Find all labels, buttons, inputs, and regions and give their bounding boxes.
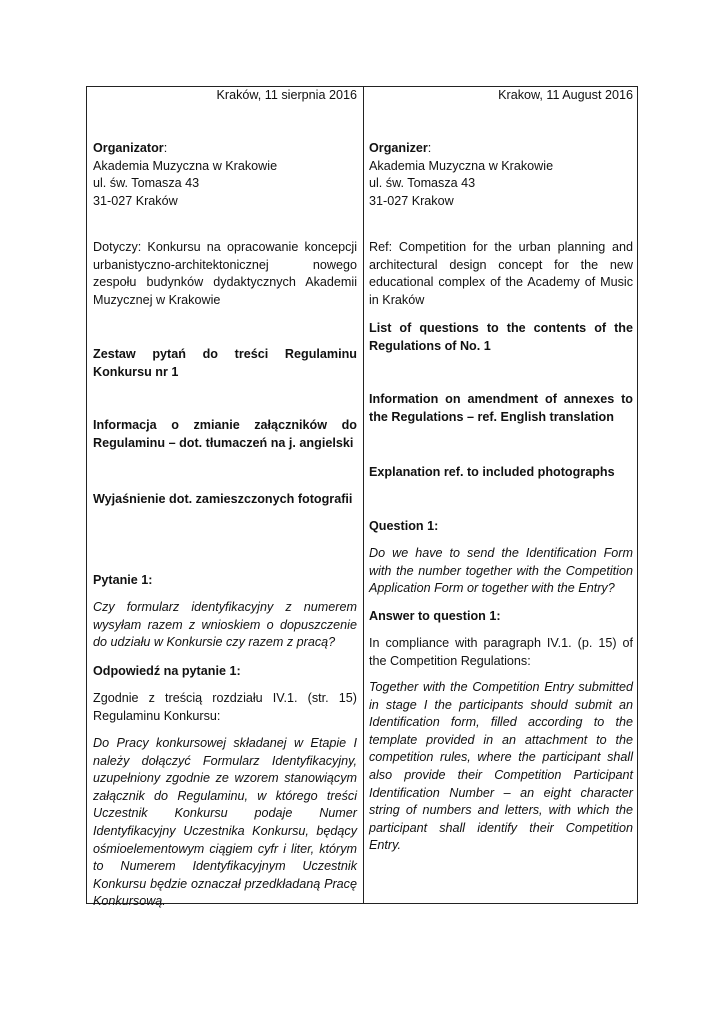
annex-info-en: Information on amendment of annexes to the Regulations – ref. English translation [369, 392, 633, 424]
questions-heading-pl: Zestaw pytań do treści Regulaminu Konkursu nr 1 [93, 347, 357, 379]
question-heading-en: Question 1: [369, 519, 439, 533]
answer-heading-pl: Odpowiedź na pytanie 1: [93, 664, 241, 678]
english-column [369, 87, 633, 903]
organizer-line-en: Akademia Muzyczna w Krakowie [369, 158, 554, 173]
annex-info-pl: Informacja o zmianie załączników do Regulaminu – dot. tłumaczeń na j. angielski [93, 418, 357, 450]
answer-intro-pl: Zgodnie z treścią rozdziału IV.1. (str. 15) Regulaminu Konkursu: [93, 691, 357, 723]
question-heading-pl: Pytanie 1: [93, 573, 153, 587]
organizer-line-en: 31-027 Krakow [369, 193, 454, 208]
answer-text-en: Together with the Competition Entry submitted in stage I the participants should submit an Identification form, filled according to the template provided in an attachment to the competition rules, where the participant shall also provide their Competition Participant Identification Number – an eight character string of numbers and letters, with which the participant shall identify their Competition Entry. [369, 680, 633, 853]
letter-date-en: Krakow, 11 August 2016 [498, 88, 633, 102]
question-text-pl: Czy formularz identyfikacyjny z numerem wysyłam razem z wnioskiem o dopuszczenie do udziału w Konkursie czy razem z pracą? [93, 600, 357, 650]
subject-pl: Dotyczy: Konkursu na opracowanie koncepcji urbanistyczno-architektonicznej nowego zespołu budynków dydaktycznych Akademii Muzycznej w Krakowie [93, 240, 357, 307]
answer-text-pl: Do Pracy konkursowej składanej w Etapie I należy dołączyć Formularz Identyfikacyjny, uzupełniony zgodnie ze wzorem stanowiącym załącznik do Regulaminu, w którego treści Uczestnik Konkursu podaje Numer Identyfikacyjny Uczestnika Konkursu, będący ośmioelementowym ciągiem cyfr i liter, którym to Numerem Identyfikacyjnym Uczestnik Konkursu będzie oznaczał przedkładaną Pracę Konkursową. [93, 736, 357, 909]
answer-heading-en: Answer to question 1: [369, 609, 501, 623]
organizer-line-pl: 31-027 Kraków [93, 193, 178, 208]
organizer-line-pl: Akademia Muzyczna w Krakowie [93, 158, 278, 173]
organizer-label-en: Organizer [369, 141, 428, 155]
answer-intro-en: In compliance with paragraph IV.1. (p. 15) of the Competition Regulations: [369, 636, 633, 668]
question-text-en: Do we have to send the Identification Form with the number together with the Competition Application Form or together with the Entry? [369, 546, 633, 596]
polish-column [93, 87, 357, 909]
photos-info-pl: Wyjaśnienie dot. zamieszczonych fotografii [93, 492, 353, 506]
organizer-line-pl: ul. św. Tomasza 43 [93, 176, 200, 191]
organizer-label-pl: Organizator [93, 141, 164, 155]
subject-en: Ref: Competition for the urban planning and architectural design concept for the new educational complex of the Academy of Music in Kraków [369, 240, 633, 307]
organizer-block-en: Organizer: Akademia Muzyczna w Krakowie ul. św. Tomasza 43 31-027 Krakow [369, 140, 633, 210]
organizer-line-en: ul. św. Tomasza 43 [369, 176, 476, 191]
bilingual-letter-table [86, 86, 638, 909]
photos-info-en: Explanation ref. to included photographs [369, 465, 615, 479]
letter-date-pl: Kraków, 11 sierpnia 2016 [216, 88, 357, 102]
questions-heading-en: List of questions to the contents of the Regulations of No. 1 [369, 321, 633, 353]
column-divider [363, 87, 364, 903]
organizer-block-pl: Organizator: Akademia Muzyczna w Krakowie ul. św. Tomasza 43 31-027 Kraków [93, 140, 357, 210]
